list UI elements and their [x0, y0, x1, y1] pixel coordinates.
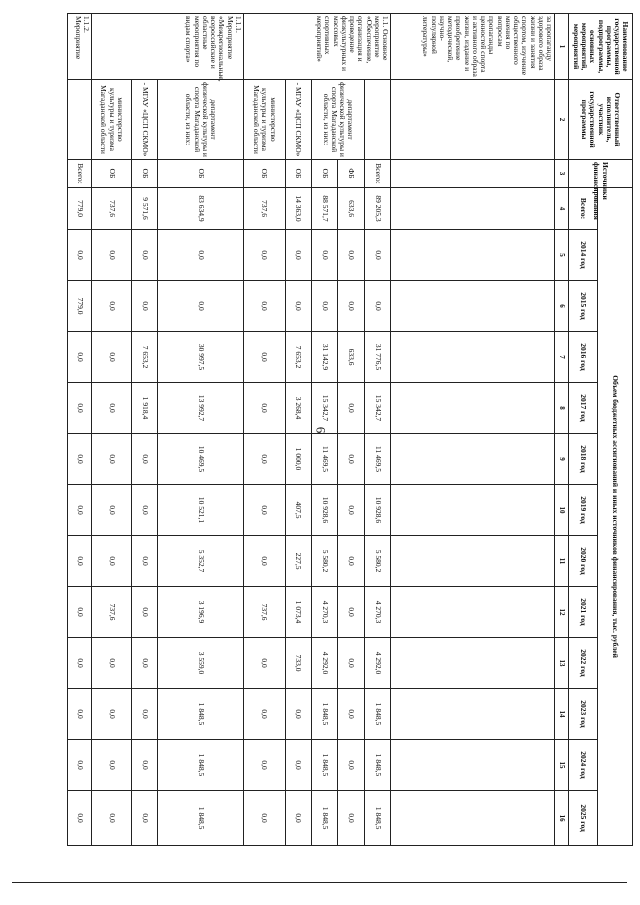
row-value-cell: 31 776,5 — [364, 332, 390, 383]
row-source-cell: ОБ — [243, 160, 285, 188]
header-total: Всего: — [568, 188, 598, 230]
row-source-cell: ОБ — [312, 160, 338, 188]
row-value-cell: 1 848,5 — [158, 740, 244, 791]
table-row — [338, 14, 364, 846]
header-year: 2014 год — [568, 230, 598, 281]
row-value-cell: 5 580,2 — [312, 536, 338, 587]
column-number: 15 — [555, 740, 569, 791]
continuation-row — [391, 14, 555, 846]
row-value-cell: 0,0 — [285, 689, 311, 740]
header-name: Наименование государственной программы, подпрограммы, основных мероприятий, мероприятий — [568, 14, 632, 80]
row-value-cell: 0,0 — [312, 281, 338, 332]
table-row — [158, 14, 244, 846]
row-value-cell: 1 848,5 — [312, 791, 338, 846]
row-value-cell: 7 653,2 — [285, 332, 311, 383]
row-name-cell: 1.1.2. Мероприятие — [68, 14, 92, 80]
page-number: 6 — [313, 426, 328, 434]
column-number: 8 — [555, 383, 569, 434]
row-total-cell: 737,6 — [243, 188, 285, 230]
row-total-cell: 737,6 — [92, 188, 132, 230]
row-value-cell: 0,0 — [364, 230, 390, 281]
row-value-cell: 0,0 — [338, 485, 364, 536]
row-value-cell: 0,0 — [285, 230, 311, 281]
row-value-cell: 0,0 — [243, 740, 285, 791]
row-value-cell: 1 918,4 — [131, 383, 157, 434]
row-source-cell: ОБ — [158, 160, 244, 188]
row-source-cell: ФБ — [338, 160, 364, 188]
row-total-cell: 14 363,0 — [285, 188, 311, 230]
row-value-cell: 0,0 — [243, 689, 285, 740]
row-value-cell: 0,0 — [131, 587, 157, 638]
budget-table — [67, 13, 633, 846]
header-year: 2023 год — [568, 689, 598, 740]
row-value-cell: 0,0 — [243, 536, 285, 587]
row-value-cell: 0,0 — [92, 791, 132, 846]
column-number: 2 — [555, 80, 569, 160]
row-value-cell: 10 521,1 — [158, 485, 244, 536]
header-funding-title: Объем бюджетных ассигнований и иных источников финансирования, тыс. рублей — [598, 188, 633, 846]
row-executor-cell: - МГАУ «ЦСП СКМО» — [131, 80, 157, 160]
row-value-cell: 0,0 — [131, 536, 157, 587]
row-value-cell: 0,0 — [92, 638, 132, 689]
row-value-cell: 0,0 — [338, 434, 364, 485]
row-source-cell: Всего: — [68, 160, 92, 188]
row-source-cell: Всего: — [364, 160, 390, 188]
row-value-cell: 15 342,7 — [364, 383, 390, 434]
row-value-cell: 0,0 — [338, 230, 364, 281]
row-executor-cell: министерство культуры и туризма Магаданской области — [243, 80, 285, 160]
table-row — [92, 14, 132, 846]
row-value-cell: 633,6 — [338, 332, 364, 383]
table-row — [131, 14, 157, 846]
row-total-cell: 88 571,7 — [312, 188, 338, 230]
budget-table-container — [67, 13, 633, 845]
row-name-cell: 1.1. Основное мероприятие «Обеспечение, организация и проведение физкультурных и массовых спортивных мероприятий» — [243, 14, 390, 80]
row-value-cell: 0,0 — [338, 740, 364, 791]
row-value-cell: 737,6 — [92, 587, 132, 638]
column-number: 3 — [555, 160, 569, 188]
row-total-cell: 633,6 — [338, 188, 364, 230]
row-value-cell: 0,0 — [68, 587, 92, 638]
row-value-cell: 31 142,9 — [312, 332, 338, 383]
table-row — [68, 14, 92, 846]
row-value-cell: 0,0 — [338, 281, 364, 332]
row-value-cell: 4 292,0 — [312, 638, 338, 689]
row-value-cell: 0,0 — [92, 230, 132, 281]
column-number: 4 — [555, 188, 569, 230]
header-year: 2022 год — [568, 638, 598, 689]
row-value-cell: 0,0 — [68, 740, 92, 791]
row-value-cell: 1 848,5 — [364, 791, 390, 846]
row-executor-cell — [364, 80, 390, 160]
row-value-cell: 733,0 — [285, 638, 311, 689]
row-value-cell: 227,5 — [285, 536, 311, 587]
row-value-cell: 0,0 — [243, 638, 285, 689]
row-executor-cell: - МГАУ «ЦСП СКМО» — [285, 80, 311, 160]
column-number: 6 — [555, 281, 569, 332]
header-year: 2020 год — [568, 536, 598, 587]
table-row — [285, 14, 311, 846]
row-value-cell: 0,0 — [312, 230, 338, 281]
row-value-cell: 7 653,2 — [131, 332, 157, 383]
row-value-cell: 0,0 — [131, 689, 157, 740]
row-value-cell: 0,0 — [92, 740, 132, 791]
row-value-cell: 0,0 — [92, 689, 132, 740]
column-number: 10 — [555, 485, 569, 536]
row-value-cell: 0,0 — [285, 791, 311, 846]
row-total-cell: 83 634,9 — [158, 188, 244, 230]
row-value-cell: 0,0 — [285, 281, 311, 332]
row-value-cell: 1 848,5 — [158, 689, 244, 740]
column-number: 11 — [555, 536, 569, 587]
row-value-cell: 0,0 — [243, 485, 285, 536]
row-value-cell: 0,0 — [243, 332, 285, 383]
row-value-cell: 0,0 — [338, 587, 364, 638]
row-value-cell: 0,0 — [68, 434, 92, 485]
row-value-cell: 0,0 — [338, 536, 364, 587]
row-value-cell: 0,0 — [243, 281, 285, 332]
header-year: 2021 год — [568, 587, 598, 638]
row-value-cell: 0,0 — [68, 332, 92, 383]
row-value-cell: 13 992,7 — [158, 383, 244, 434]
row-source-cell: ОБ — [285, 160, 311, 188]
row-value-cell: 0,0 — [338, 638, 364, 689]
header-year: 2024 год — [568, 740, 598, 791]
row-value-cell: 0,0 — [92, 383, 132, 434]
row-value-cell: 5 352,7 — [158, 536, 244, 587]
row-value-cell: 0,0 — [338, 791, 364, 846]
row-value-cell: 0,0 — [131, 740, 157, 791]
row-total-cell: 89 205,3 — [364, 188, 390, 230]
row-value-cell: 407,5 — [285, 485, 311, 536]
column-number: 14 — [555, 689, 569, 740]
row-value-cell: 0,0 — [68, 791, 92, 846]
row-value-cell: 3 196,9 — [158, 587, 244, 638]
row-value-cell: 0,0 — [131, 434, 157, 485]
row-value-cell: 0,0 — [243, 383, 285, 434]
row-value-cell: 0,0 — [158, 281, 244, 332]
row-value-cell: 10 928,6 — [312, 485, 338, 536]
row-value-cell: 0,0 — [68, 689, 92, 740]
row-source-cell: ОБ — [92, 160, 132, 188]
row-value-cell: 10 928,6 — [364, 485, 390, 536]
row-total-cell: 779,0 — [68, 188, 92, 230]
header-source: Источники финансирования — [568, 160, 632, 188]
row-value-cell: 5 580,2 — [364, 536, 390, 587]
row-total-cell: 9 571,6 — [131, 188, 157, 230]
row-value-cell: 1 848,5 — [312, 689, 338, 740]
row-value-cell: 0,0 — [92, 536, 132, 587]
row-value-cell: 0,0 — [68, 383, 92, 434]
row-value-cell: 0,0 — [92, 281, 132, 332]
row-value-cell: 3 268,4 — [285, 383, 311, 434]
header-year: 2017 год — [568, 383, 598, 434]
row-value-cell: 0,0 — [131, 791, 157, 846]
column-number: 16 — [555, 791, 569, 846]
table-row — [243, 14, 285, 846]
row-value-cell: 1 073,4 — [285, 587, 311, 638]
row-value-cell: 0,0 — [285, 740, 311, 791]
row-value-cell: 737,6 — [243, 587, 285, 638]
column-number: 7 — [555, 332, 569, 383]
row-value-cell: 15 342,7 — [312, 383, 338, 434]
row-value-cell: 3 559,0 — [158, 638, 244, 689]
row-source-cell: ОБ — [131, 160, 157, 188]
row-value-cell: 4 270,3 — [364, 587, 390, 638]
column-number: 9 — [555, 434, 569, 485]
row-value-cell: 0,0 — [92, 332, 132, 383]
row-value-cell: 0,0 — [243, 434, 285, 485]
row-value-cell: 10 469,5 — [158, 434, 244, 485]
row-value-cell: 0,0 — [68, 230, 92, 281]
row-value-cell: 30 997,5 — [158, 332, 244, 383]
row-value-cell: 1 848,5 — [312, 740, 338, 791]
column-number: 1 — [555, 14, 569, 80]
header-year: 2025 год — [568, 791, 598, 846]
row-value-cell: 1 848,5 — [158, 791, 244, 846]
header-year: 2019 год — [568, 485, 598, 536]
row-value-cell: 779,0 — [68, 281, 92, 332]
row-value-cell: 1 000,0 — [285, 434, 311, 485]
header-year: 2015 год — [568, 281, 598, 332]
row-value-cell: 0,0 — [131, 638, 157, 689]
row-value-cell: 11 469,5 — [312, 434, 338, 485]
column-number: 13 — [555, 638, 569, 689]
row-executor-cell: департамент физической культуры и спорта Магаданской области, из них: — [312, 80, 365, 160]
row-value-cell: 1 848,5 — [364, 689, 390, 740]
row-value-cell: 1 848,5 — [364, 740, 390, 791]
header-year: 2018 год — [568, 434, 598, 485]
bottom-rule — [12, 882, 627, 883]
continuation-text: за пропаганду здорового образа жизни и занятия спортом, изучение общественного мнения по вопросам пропаганды ценностей спорта и активного образа жизни, издание и приобретение методической, научно-популярной литературы» — [391, 14, 555, 80]
row-name-cell: 1.1.1. Мероприятие «Межрегиональные, всероссийские и областные мероприятия по видам спорта» — [92, 14, 244, 80]
row-value-cell: 0,0 — [68, 638, 92, 689]
row-value-cell: 4 292,0 — [364, 638, 390, 689]
row-executor-cell: министерство культуры и туризма Магаданской области — [92, 80, 132, 160]
row-value-cell: 0,0 — [92, 434, 132, 485]
row-value-cell: 4 270,3 — [312, 587, 338, 638]
header-year: 2016 год — [568, 332, 598, 383]
column-number: 12 — [555, 587, 569, 638]
row-executor-cell: департамент физической культуры и спорта Магаданской области, из них: — [158, 80, 244, 160]
row-value-cell: 0,0 — [131, 230, 157, 281]
header-executor: Ответственный исполнитель, участник государственной программы — [568, 80, 632, 160]
row-value-cell: 0,0 — [243, 791, 285, 846]
row-value-cell: 0,0 — [131, 281, 157, 332]
column-number: 5 — [555, 230, 569, 281]
row-value-cell: 0,0 — [92, 485, 132, 536]
table-row — [364, 14, 390, 846]
row-value-cell: 11 469,5 — [364, 434, 390, 485]
row-value-cell: 0,0 — [158, 230, 244, 281]
row-executor-cell — [68, 80, 92, 160]
budget-table-rotated — [67, 13, 633, 845]
row-value-cell: 0,0 — [338, 383, 364, 434]
row-value-cell: 0,0 — [131, 485, 157, 536]
row-value-cell: 0,0 — [338, 689, 364, 740]
row-value-cell: 0,0 — [364, 281, 390, 332]
row-value-cell: 0,0 — [68, 536, 92, 587]
row-value-cell: 0,0 — [243, 230, 285, 281]
row-value-cell: 0,0 — [68, 485, 92, 536]
